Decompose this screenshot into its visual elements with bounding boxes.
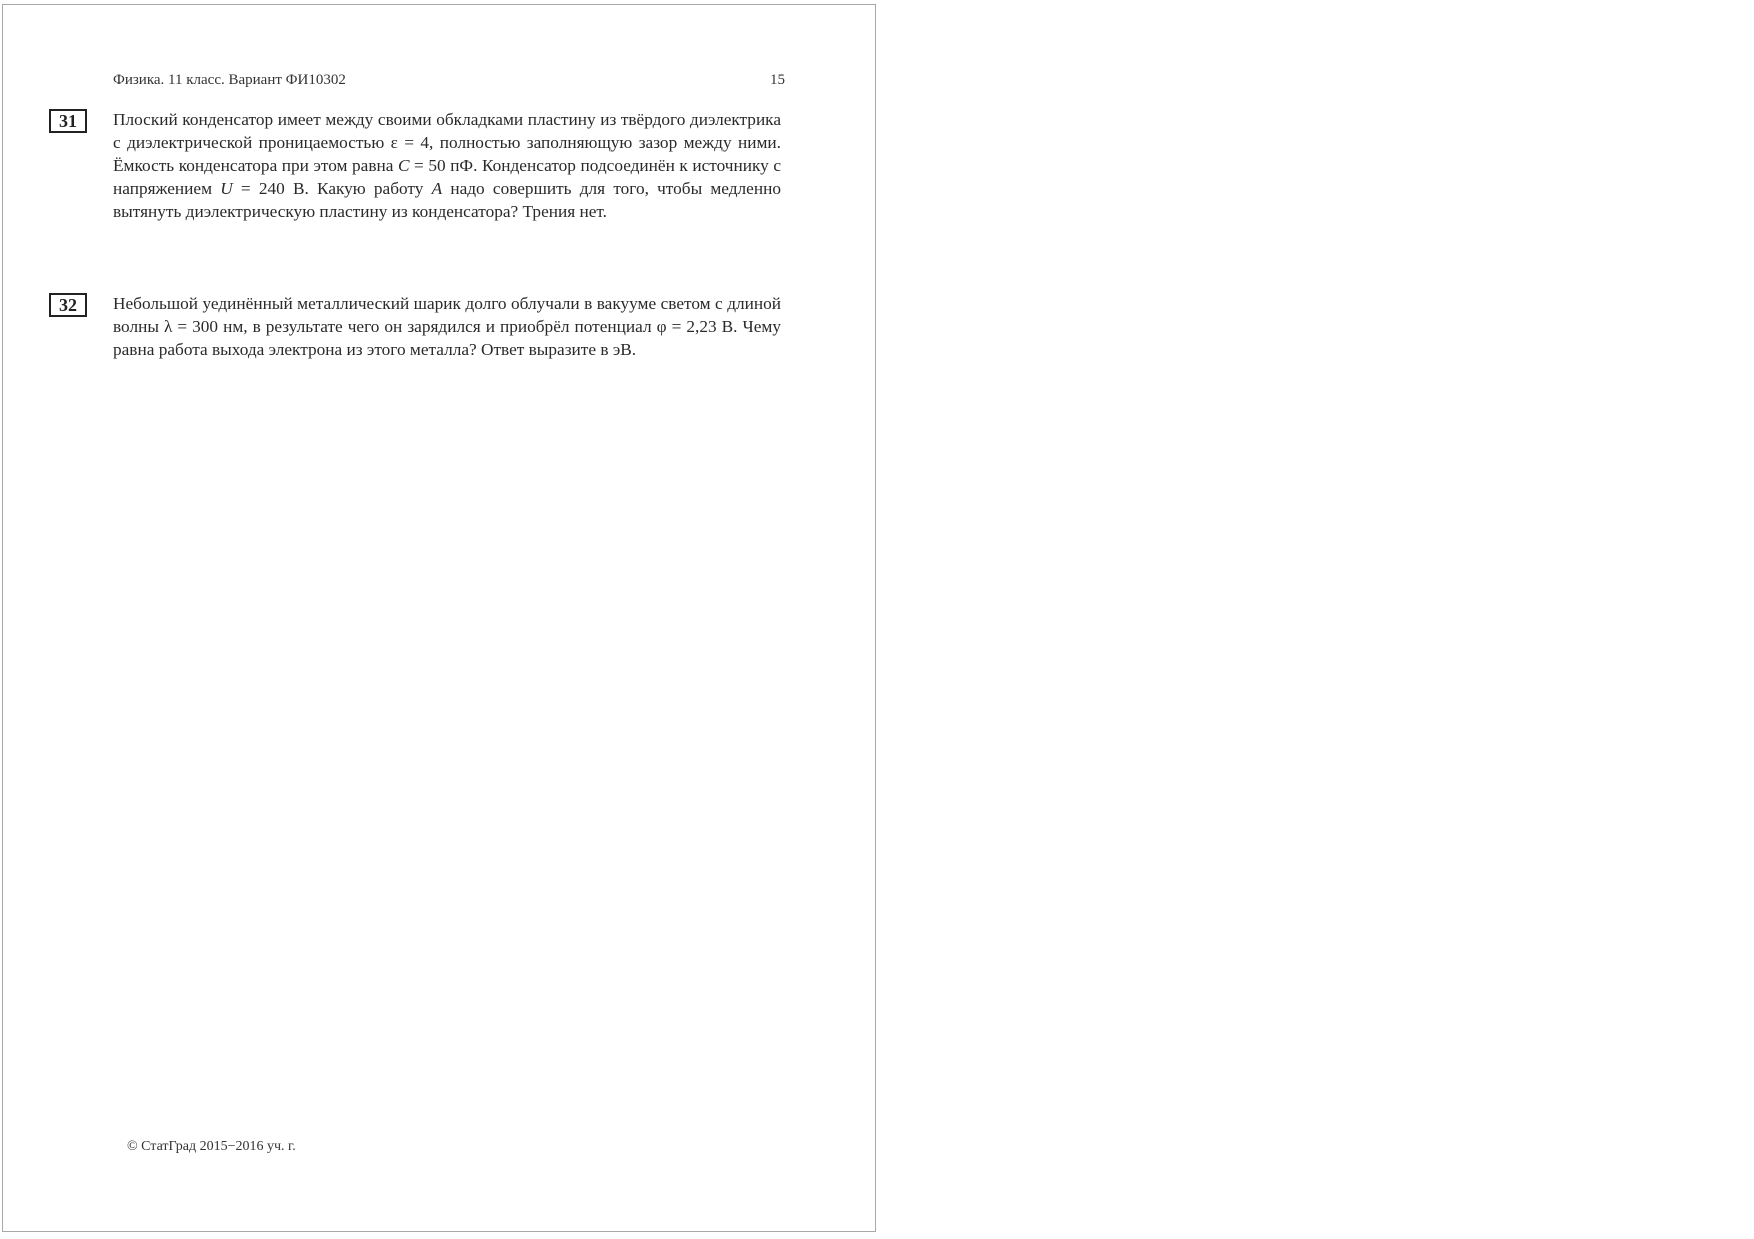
task-text: Небольшой уединённый металлический шарик долго облучали в вакууме светом с длиной волны λ = 300 нм, в результате чего он зарядился и приобрёл потенциал φ = 2,23 В. Чему равна работа выхода электрона из этого металла? Ответ выразите в эВ.	[113, 294, 781, 359]
task-text: Плоский конденсатор имеет между своими обкладками пластину из твёрдого диэлектрика с диэлектрической проницаемостью ε = 4, полностью заполняющую зазор между ними. Ёмкость конденсатора при этом равна C = 50 пФ. Конденсатор подсоединён к источнику с напряжением U = 240 В. Какую работу A надо совершить для того, чтобы медленно вытянуть диэлектрическую пластину из конденсатора? Трения нет.	[113, 110, 781, 221]
task-number-box: 32	[49, 293, 87, 317]
page-number: 15	[770, 72, 785, 88]
task-number-box: 31	[49, 109, 87, 133]
page-header-title: Физика. 11 класс. Вариант ФИ10302	[113, 72, 346, 88]
document-page	[2, 4, 876, 1232]
page-footer-copyright: © СтатГрад 2015−2016 уч. г.	[127, 1139, 296, 1154]
